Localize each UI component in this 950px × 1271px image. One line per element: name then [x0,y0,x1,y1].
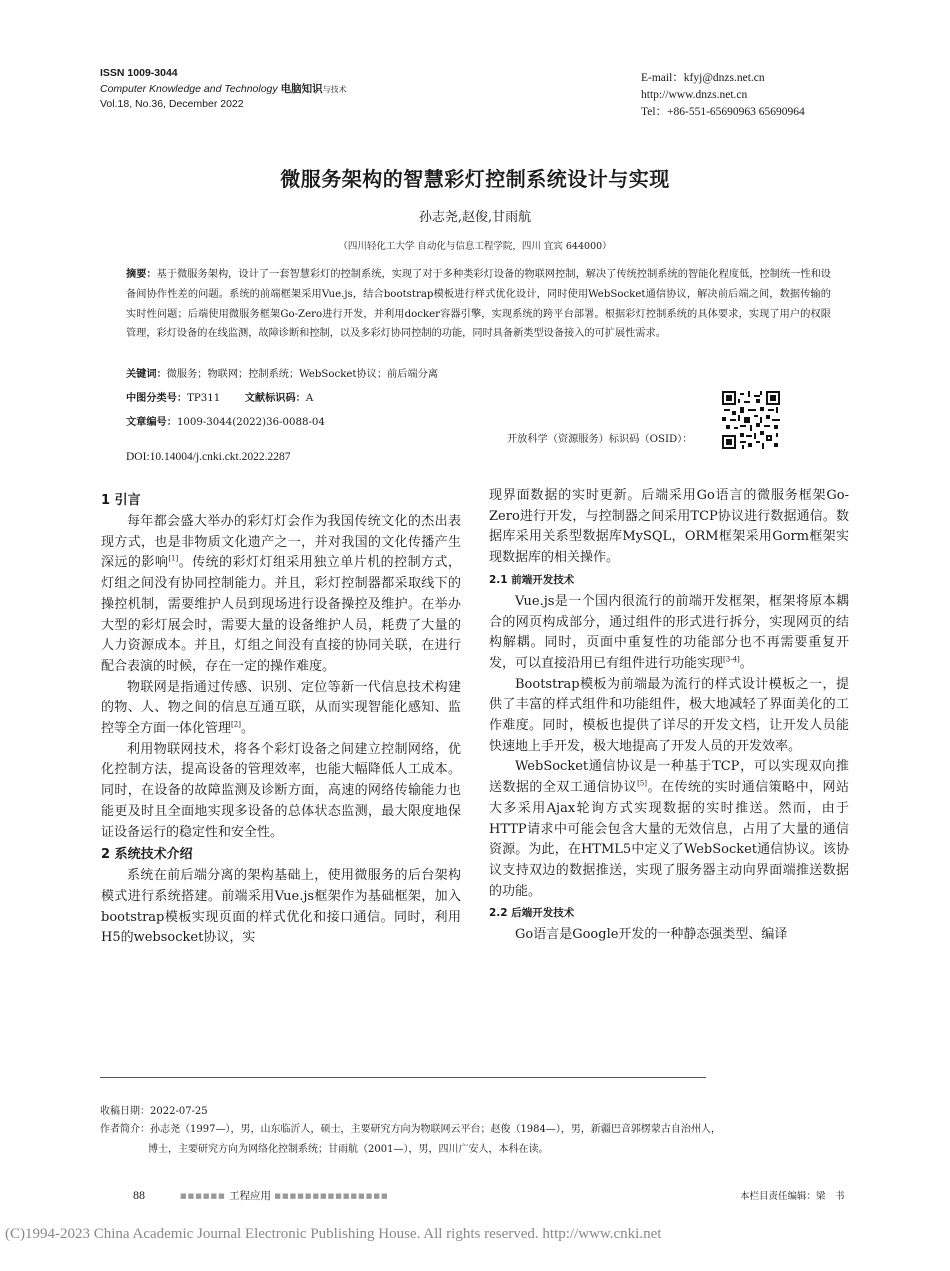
paper-title: 微服务架构的智慧彩灯控制系统设计与实现 [280,167,670,191]
volume-info: Vol.18, No.36, December 2022 [100,98,244,110]
keywords [126,365,438,380]
subsection-heading-backend: 2.2 后端开发技术 [489,907,575,920]
article-no-value: 1009-3044(2022)36-0088-04 [176,417,325,428]
journal-header-left [100,66,347,113]
author-bio-line2: 博士，主要研究方向为网络化控制系统；甘雨航（2001—），男，四川广安人，本科在读。 [148,1144,549,1155]
journal-name-en: Computer Knowledge and Technology [100,82,278,95]
running-footer: ■■■■■■ 工程应用 ■■■■■■■■■■■■■■■ [180,1190,389,1202]
left-column [101,489,461,949]
doc-code-value: A [305,393,314,404]
section-name: 工程应用 [229,1190,272,1202]
citation-ref[interactable]: [2] [231,720,241,729]
citation-ref[interactable]: [1] [168,555,179,564]
paper-authors: 孙志尧,赵俊,甘雨航 [418,210,532,225]
journal-header-right [641,70,805,121]
received-date: 收稿日期：2022-07-25 [100,1106,208,1117]
doi: DOI:10.14004/j.cnki.ckt.2022.2287 [126,451,291,463]
footnote-divider [100,1077,706,1078]
paragraph: Vue.js是一个国内很流行的前端开发框架，框架将原本耦合的网页构成部分，通过组件的形式进行拆分，实现网页的结构解耦。同时，页面中重复性的功能部分也不再需要重复开发，可以直接沿用已有组件进行功能实现[3-4]。 [489,593,849,671]
paragraph: 系统在前后端分离的架构基础上，使用微服务的后台架构模式进行系统搭建。前端采用Vue.js框架作为基础框架，加入bootstrap模板实现页面的样式优化和接口通信。同时，利用H5的websocket协议，实 [101,868,461,946]
paragraph: WebSocket通信协议是一种基于TCP，可以实现双向推送数据的全双工通信协议[5]。在传统的实时通信策略中，网站大多采用Ajax轮询方式实现数据的实时推送。然而，由于HTTP请求中可能会包含大量的无效信息，占用了大量的通信资源。为此，在HTML5中定义了WebSocket通信协议。该协议支持双边的数据推送，实现了服务器主动向界面端推送数据的功能。 [489,759,849,899]
paragraph: 每年都会盛大举办的彩灯灯会作为我国传统文化的杰出表现方式，也是非物质文化遗产之一，并对我国的文化传播产生深远的影响[1]。传统的彩灯灯组采用独立单片机的控制方式，灯组之间没有协同控制能力。并且，彩灯控制器都采取线下的操控机制，需要维护人员到现场进行设备操控及维护。在举办大型的彩灯展会时，需要大量的设备维护人员，耗费了大量的人力资源成本。并且，灯组之间没有直接的协同关联，在进行配合表演的时候，存在一定的操作难度。 [101,514,461,674]
copyright-watermark: (C)1994-2023 China Academic Journal Electronic Publishing House. All rights reserved. http://www.cnki.net [5,1226,662,1242]
doc-code-label: 文献标识码： [244,393,306,404]
section-heading-intro: 1 引言 [101,493,141,508]
paragraph: 现界面数据的实时更新。后端采用Go语言的微服务框架Go-Zero进行开发，与控制器之间采用TCP协议进行数据通信。数据库采用关系型数据库MySQL，ORM框架采用Gorm框架实现数据库的相关操作。 [489,488,849,566]
abstract-block [126,265,831,344]
section-heading-tech: 2 系统技术介绍 [101,847,193,863]
paragraph: Bootstrap模板为前端最为流行的样式设计模板之一，提供了丰富的样式组件和功能组件，极大地减轻了界面美化的工作难度。同时，模板也提供了详尽的开发文档，让开发人员能快速地上手开发，极大地提高了开发人员的开发效率。 [489,676,849,754]
keywords-label: 关键词： [126,369,167,380]
subsection-heading-frontend: 2.1 前端开发技术 [489,573,575,586]
abstract-label: 摘要： [126,269,157,280]
page-number: 88 [133,1188,145,1202]
journal-name-cn-sub: 与技术 [322,84,347,94]
classification [126,389,313,404]
keywords-text: 微服务；物联网；控制系统；WebSocket协议；前后端分离 [166,369,438,380]
contact-website: http://www.dnzs.net.cn [641,89,748,101]
article-number [126,413,325,428]
clc-value: TP311 [187,393,221,404]
abstract-text: 基于微服务架构，设计了一套智慧彩灯的控制系统，实现了对于多种类彩灯设备的物联网控制，解决了传统控制系统的智能化程度低，控制统一性和设备间协作性差的问题。系统的前端框架采用Vue.js，结合bootstrap模板进行样式优化设计，同时使用WebSocket通信协议，解决前后端之间，数据传输的实时性问题；后端使用微服务框架Go-Zero进行开发，并利用docker容器引擎，实现系统的跨平台部署。根据彩灯控制系统的具体要求，实现了用户的权限管理，彩灯设备的在线监测，故障诊断和控制，以及多彩灯协同控制的功能，同时具备新类型设备接入的可扩展性需求。 [126,269,831,340]
clc-label: 中图分类号： [126,393,188,404]
contact-tel: Tel：+86-551-65690963 65690964 [641,106,805,118]
citation-ref[interactable]: [3-4] [723,655,740,664]
author-affiliation: （四川轻化工大学 自动化与信息工程学院，四川 宜宾 644000） [338,241,612,252]
editor-credit: 本栏目责任编辑：梁 书 [740,1191,845,1202]
issn: ISSN 1009-3044 [100,67,178,79]
osid-label: 开放科学（资源服务）标识码（OSID）： [507,434,693,445]
article-no-label: 文章编号： [126,417,177,428]
paragraph: Go语言是Google开发的一种静态强类型、编译 [515,927,788,943]
citation-ref[interactable]: [5] [637,779,648,788]
contact-email: E-mail：kfyj@dnzs.net.cn [641,72,765,84]
right-column [489,486,849,946]
paragraph: 利用物联网技术，将各个彩灯设备之间建立控制网络，优化控制方法，提高设备的管理效率，也能大幅降低人工成本。同时，在设备的故障监测及诊断方面，高速的网络传输能力也能更及时且全面地实现多设备的总体状态监测，最大限度地保证设备运行的稳定性和安全性。 [101,741,461,840]
osid-qr-code-icon [722,391,780,449]
author-bio-line1: 作者简介：孙志尧（1997—），男，山东临沂人，硕士，主要研究方向为物联网云平台；赵俊（1984—），男，新疆巴音郭楞蒙古自治州人， [100,1124,721,1135]
paragraph: 物联网是指通过传感、识别、定位等新一代信息技术构建的物、人、物之间的信息互通互联，从而实现智能化感知、监控等全方面一体化管理[2]。 [101,679,461,737]
journal-name-cn: 电脑知识 [280,82,323,95]
